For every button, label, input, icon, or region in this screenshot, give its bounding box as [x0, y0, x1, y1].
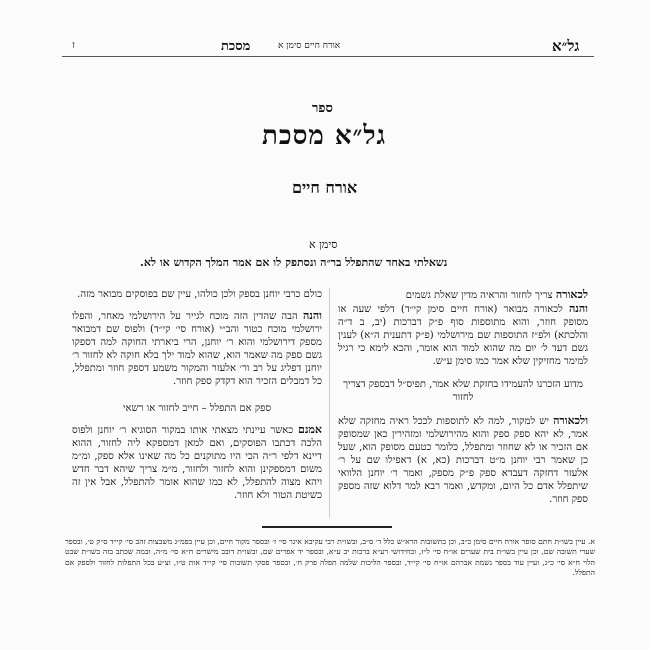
right-para-1	[338, 288, 588, 302]
left-para-3	[72, 423, 322, 502]
siman-question: נשאלתי באחד שהתפלל בר״ה ונסתפק לו אם אמר המלך הקדוש או לא.	[140, 256, 448, 269]
right-subheading: מדוע הזכרנו להעמידו בחזקת שלא אמר, תפיס״ל דבספק דצריך לחזור	[343, 379, 583, 403]
right-column	[338, 288, 588, 506]
right-para-2	[338, 302, 588, 368]
header-middle: אורח חיים סימן א	[278, 41, 341, 51]
header-right-title: גל״א	[552, 37, 580, 55]
section-title: אורח חיים	[292, 178, 358, 197]
header-rule	[62, 56, 594, 57]
footnote-divider	[262, 526, 392, 528]
left-para-1: כולם כרבי יוחנן בספק ולכן כולהו, עיין שם בפוסקים מבואר מזה.	[77, 289, 322, 300]
left-text-3: כאשר עיינתי מצאתי אותו במקור הסוגיא ר׳ יוחנן ולפוס הלכה דכתבו הפוסקים, ואם למאן דמספקא ליה לחזור, ההוא דיינא דלפי ר״ה הכי היו מתוקנים כל מה שאינו אלא ספק, ומ״מ משום דמספקינן והוא לחזור ולחזור, מ״מ צריך שיהא דבר חדש ויהא מצוה להתפלל, לא כמו שהוא אומר להתפלל, אבל אין זה כשיטת הטור ולא חוזר.	[72, 425, 322, 501]
footnote-text: א. עיין בשו״ת חתם סופר אורח חיים סימן כ״ב, וכן בתשובות הרא״ש כלל ד׳ ס״ב, ובשו״ת רבי עקיבא איגר סי׳ ז׳ ובספר מקור חיים, וכן עיין בפמ״ג משבצות זהב סי׳ קי״ד ס״ק ט׳, ובספר שערי תשובה שם, וכן עיין בשו״ת בית שערים או״ח סי׳ ל״ז, ובחידושי רע״א ברכות יב ע״א, ובספר יד אפרים שם, ובשו״ת דובב מישרים ח״א סי׳ מ״ה, ובמה שכתב בזה בשו״ת שבט הלוי ח״א סי׳ כ״ג, ועיין עוד בספר נשמת אברהם או״ח סי׳ קי״ד, ובספר הליכות שלמה תפלה פרק ח׳, ובספר פסקי תשובות סי׳ קי״ד אות ט״ו, וצ״ע בכל התפלות לחזור ולספק אם התפלל.	[65, 537, 595, 578]
left-para-2	[72, 309, 322, 388]
column-separator	[329, 288, 330, 518]
footnotes	[65, 537, 595, 579]
right-lead-2: והנה	[568, 302, 588, 315]
left-lead-2: והנה	[302, 309, 322, 322]
right-para-3	[338, 414, 588, 506]
right-lead-3: ולכאורה	[553, 414, 589, 427]
left-column	[72, 288, 322, 502]
page-number: ז	[72, 40, 75, 51]
book-title: גל״א מסכת	[262, 121, 387, 151]
right-text-1: צריך לחזור והראיה מדין שאלת גשמים	[405, 290, 553, 301]
left-subheading: ספק אם התפלל – חייב לחזור או רשאי	[122, 403, 272, 414]
left-lead-3: אמנם	[297, 423, 322, 436]
sefer-label: ספר	[312, 101, 333, 116]
right-text-2: לכאורה מבואר (אורח חיים סימן קי״ד) דלפי שעה או מסופק חוזר, והוא מתוספות סוף פ״ק דברכות (יב, ב ד״ה והלכתא) ולפ״ז התוספות שם מירושלמי (פ״ק דתענית ה״א) לענין גשם דעד ל׳ יום מה שהוא למוד הוא אומר, והכא לימא כי רגיל למימר מחזיקין שלא אמר כמו סימן ע״ש.	[338, 304, 588, 367]
header-left-title: מסכת	[221, 39, 251, 54]
right-text-3: יש למקור, למה לא לתוספות לככל ראיה מחזקה שלא אמר, לא יהא ספק ספק והוא מהירושלמי ומזהירין כאן שמסופק אם הזכיר או לא שחוזר ומתפלל, כלומר כטעם מסופק הוא, שעל כן שאמר רבי יוחנן מ״ט דברכות (כא, א) דאפילו שם על ר׳ אלעזר דחזקה דעבדא ספק פ״ק מספק, ואמר ר׳ יוחנן הלוואי שיתפלל אדם כל היום, ומקדש, ואמר רבא למר דלוא שזה מספק ספק חוזר.	[338, 416, 588, 505]
right-lead-1: לכאורה	[555, 288, 588, 301]
left-text-2: הבה שהדין הזה מוכח לגייר על הירושלמי מאחר, והפלו ירושלמי מוכח כטור והב״י (אורח סי׳ קי״ד) ולפוס שם דמבואר מספק דירושלמי והוא ר׳ יוחנן, הרי ביארתי החוקה למה דספקו גשם ספק מה שאמר הוא, שהוא למוד ילך בלא חוקה לא לחזור ר׳ יוחנן דפליג על רב ור׳ אלעזר והמקור משמע דספק חוזר ומתפלל, כל דמבלים הזכיר הוא דקדק ספק חוזר.	[72, 311, 322, 387]
siman-label: סימן א	[309, 238, 338, 251]
